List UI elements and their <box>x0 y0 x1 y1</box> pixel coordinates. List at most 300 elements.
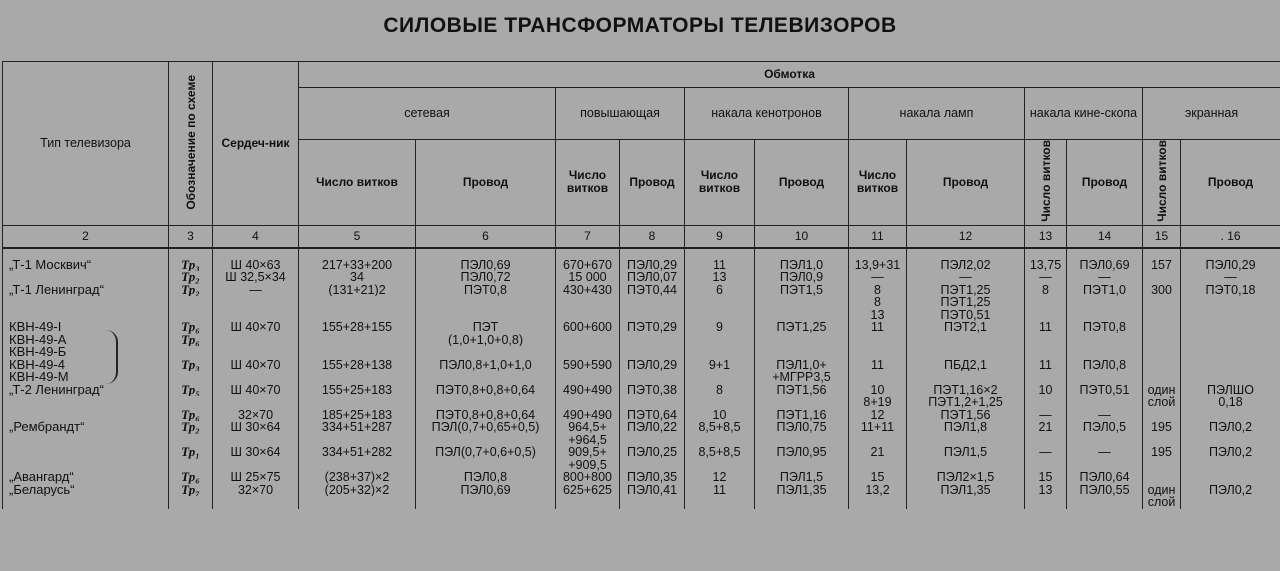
cell-c13: 11 <box>1025 321 1067 334</box>
cell-c12: ПЭТ0,51 <box>907 309 1025 322</box>
cell-des: Тр₅ <box>169 384 213 397</box>
cell-c13: 15 <box>1025 471 1067 484</box>
cell-c6: ПЭТ0,8+0,8+0,64 <box>416 384 556 397</box>
cell-c16 <box>1181 346 1280 359</box>
cell-c14: ПЭЛ0,69 <box>1067 259 1143 272</box>
cell-tv: КВН-49-М <box>3 371 169 384</box>
cell-c12 <box>907 459 1025 472</box>
cell-core <box>213 434 299 447</box>
cell-c8: ПЭЛ0,29 <box>620 359 685 372</box>
cell-c7: 600+600 <box>556 321 620 334</box>
cell-c8 <box>620 371 685 384</box>
cell-des: Тр₆ <box>169 334 213 347</box>
cell-c12: ПЭЛ1,8 <box>907 421 1025 434</box>
cell-c9 <box>685 371 755 384</box>
table-row <box>3 459 1280 472</box>
cell-c16 <box>1181 434 1280 447</box>
cell-c12 <box>907 371 1025 384</box>
header-winding: Обмотка <box>299 62 1280 88</box>
cell-c8 <box>620 346 685 359</box>
cell-c15 <box>1143 459 1181 472</box>
cell-c9 <box>685 296 755 309</box>
cell-c6: ПЭЛ0,8+1,0+1,0 <box>416 359 556 372</box>
cell-c9: 8 <box>685 384 755 397</box>
table-row <box>3 284 1280 297</box>
cell-core <box>213 396 299 409</box>
cell-c6 <box>416 459 556 472</box>
cell-c11: — <box>849 271 907 284</box>
cell-c7: 964,5+ <box>556 421 620 434</box>
col-number: 10 <box>755 225 849 248</box>
col-number: 8 <box>620 225 685 248</box>
cell-c9: 8,5+8,5 <box>685 446 755 459</box>
cell-c5: (238+37)×2 <box>299 471 416 484</box>
table-row <box>3 446 1280 459</box>
cell-des <box>169 434 213 447</box>
table-row <box>3 359 1280 372</box>
cell-c11: 12 <box>849 409 907 422</box>
cell-core: Ш 30×64 <box>213 421 299 434</box>
cell-c15 <box>1143 359 1181 372</box>
cell-c9: 9+1 <box>685 359 755 372</box>
table-row <box>3 434 1280 447</box>
cell-c16: ПЭЛ0,2 <box>1181 421 1280 434</box>
table-row <box>3 496 1280 509</box>
col-number: 14 <box>1067 225 1143 248</box>
cell-c7: 670+670 <box>556 259 620 272</box>
table-row <box>3 296 1280 309</box>
cell-c6: (1,0+1,0+0,8) <box>416 334 556 347</box>
cell-c16 <box>1181 409 1280 422</box>
cell-des <box>169 396 213 409</box>
cell-c7: 490+490 <box>556 409 620 422</box>
table-row <box>3 346 1280 359</box>
cell-c6: ПЭЛ0,72 <box>416 271 556 284</box>
cell-tv <box>3 496 169 509</box>
cell-c5: 155+28+155 <box>299 321 416 334</box>
col-number: 13 <box>1025 225 1067 248</box>
cell-des <box>169 309 213 322</box>
cell-c16: ПЭЛ0,2 <box>1181 484 1280 497</box>
cell-c7: 590+590 <box>556 359 620 372</box>
cell-c8: ПЭЛ0,25 <box>620 446 685 459</box>
cell-c9: 10 <box>685 409 755 422</box>
header-wire-6: Провод <box>416 140 556 226</box>
cell-c8: ПЭЛ0,22 <box>620 421 685 434</box>
cell-c10 <box>755 296 849 309</box>
cell-c10: ПЭЛ0,95 <box>755 446 849 459</box>
cell-c15 <box>1143 434 1181 447</box>
cell-c5: 34 <box>299 271 416 284</box>
cell-c7: 909,5+ <box>556 446 620 459</box>
col-number: . 16 <box>1181 225 1280 248</box>
cell-tv: „Т-1 Ленинград“ <box>3 284 169 297</box>
cell-c12: ПЭЛ1,35 <box>907 484 1025 497</box>
cell-c13 <box>1025 296 1067 309</box>
table-row <box>3 334 1280 347</box>
cell-c15 <box>1143 321 1181 334</box>
cell-c11: 11+11 <box>849 421 907 434</box>
cell-c12: ПЭЛ1,5 <box>907 446 1025 459</box>
cell-c15: один <box>1143 484 1181 497</box>
cell-c10: ПЭЛ1,0+ <box>755 359 849 372</box>
cell-tv <box>3 459 169 472</box>
cell-c11: 11 <box>849 321 907 334</box>
table-row <box>3 309 1280 322</box>
col-number: 9 <box>685 225 755 248</box>
header-turns-15: Число витков <box>1143 140 1181 226</box>
cell-des: Тр₆ <box>169 471 213 484</box>
table-row <box>3 321 1280 334</box>
table-row <box>3 271 1280 284</box>
cell-c15: слой <box>1143 396 1181 409</box>
cell-c13 <box>1025 346 1067 359</box>
cell-c9 <box>685 496 755 509</box>
cell-tv <box>3 309 169 322</box>
cell-c16: ПЭЛ0,29 <box>1181 259 1280 272</box>
cell-c15 <box>1143 296 1181 309</box>
cell-core: — <box>213 284 299 297</box>
cell-c13 <box>1025 371 1067 384</box>
cell-c5: 155+28+138 <box>299 359 416 372</box>
cell-tv: „Рембрандт“ <box>3 421 169 434</box>
cell-des: Тр₇ <box>169 484 213 497</box>
cell-des: Тр₆ <box>169 409 213 422</box>
cell-c12 <box>907 434 1025 447</box>
cell-c12: ПЭТ2,1 <box>907 321 1025 334</box>
cell-c8 <box>620 496 685 509</box>
cell-c13 <box>1025 459 1067 472</box>
cell-c15: слой <box>1143 496 1181 509</box>
cell-tv <box>3 446 169 459</box>
cell-c6 <box>416 396 556 409</box>
cell-c15: 195 <box>1143 446 1181 459</box>
cell-c7 <box>556 346 620 359</box>
cell-c14 <box>1067 334 1143 347</box>
cell-c9 <box>685 396 755 409</box>
header-tv-type: Тип телевизора <box>3 62 169 226</box>
cell-c10: ПЭТ1,5 <box>755 284 849 297</box>
cell-c10 <box>755 334 849 347</box>
header-group-network: сетевая <box>299 88 556 140</box>
cell-c5 <box>299 334 416 347</box>
cell-core: Ш 40×70 <box>213 384 299 397</box>
cell-c16 <box>1181 371 1280 384</box>
cell-c16 <box>1181 471 1280 484</box>
cell-c11 <box>849 459 907 472</box>
table-row <box>3 259 1280 272</box>
cell-c7 <box>556 334 620 347</box>
cell-des: Тр₁ <box>169 446 213 459</box>
cell-c16 <box>1181 321 1280 334</box>
cell-c9: 8,5+8,5 <box>685 421 755 434</box>
cell-c8: ПЭТ0,38 <box>620 384 685 397</box>
cell-c9: 6 <box>685 284 755 297</box>
cell-c10: ПЭТ1,56 <box>755 384 849 397</box>
cell-c13: 13,75 <box>1025 259 1067 272</box>
header-turns-7: Число витков <box>556 140 620 226</box>
cell-c14 <box>1067 371 1143 384</box>
cell-c10: ПЭТ1,25 <box>755 321 849 334</box>
cell-c6: ПЭЛ(0,7+0,65+0,5) <box>416 421 556 434</box>
cell-des: Тр₆ <box>169 321 213 334</box>
header-group-lamps: накала ламп <box>849 88 1025 140</box>
cell-c9 <box>685 434 755 447</box>
cell-c7: 15 000 <box>556 271 620 284</box>
cell-c7 <box>556 309 620 322</box>
cell-c14 <box>1067 434 1143 447</box>
cell-c14 <box>1067 459 1143 472</box>
cell-c14 <box>1067 346 1143 359</box>
cell-c7 <box>556 371 620 384</box>
cell-tv: КВН-49-Б <box>3 346 169 359</box>
cell-c10: ПЭЛ1,35 <box>755 484 849 497</box>
cell-c14 <box>1067 496 1143 509</box>
cell-c9: 11 <box>685 484 755 497</box>
cell-c8: ПЭЛ0,07 <box>620 271 685 284</box>
cell-c12: ПЭТ1,25 <box>907 296 1025 309</box>
header-turns-13: Число витков <box>1025 140 1067 226</box>
cell-c11 <box>849 346 907 359</box>
cell-c5: (205+32)×2 <box>299 484 416 497</box>
cell-core <box>213 334 299 347</box>
cell-c16 <box>1181 296 1280 309</box>
cell-c12 <box>907 496 1025 509</box>
cell-c6: ПЭТ0,8 <box>416 284 556 297</box>
cell-tv: „Т-2 Ленинград“ <box>3 384 169 397</box>
col-number: 3 <box>169 225 213 248</box>
cell-c15 <box>1143 346 1181 359</box>
cell-c9: 9 <box>685 321 755 334</box>
cell-c5 <box>299 459 416 472</box>
cell-c10 <box>755 434 849 447</box>
cell-c15: один <box>1143 384 1181 397</box>
cell-tv: „Т-1 Москвич“ <box>3 259 169 272</box>
col-number: 2 <box>3 225 169 248</box>
cell-c6 <box>416 346 556 359</box>
cell-c7: 800+800 <box>556 471 620 484</box>
cell-c15 <box>1143 471 1181 484</box>
table-row <box>3 396 1280 409</box>
table-body <box>3 248 1280 509</box>
header-wire-10: Провод <box>755 140 849 226</box>
cell-c10: ПЭЛ0,75 <box>755 421 849 434</box>
cell-c15: 157 <box>1143 259 1181 272</box>
cell-c13 <box>1025 496 1067 509</box>
cell-c6 <box>416 496 556 509</box>
cell-c14: ПЭЛ0,5 <box>1067 421 1143 434</box>
cell-c11: 13,9+31 <box>849 259 907 272</box>
header-turns-5: Число витков <box>299 140 416 226</box>
cell-c16: 0,18 <box>1181 396 1280 409</box>
cell-tv: КВН-49-А <box>3 334 169 347</box>
cell-c9: 12 <box>685 471 755 484</box>
cell-c13: 10 <box>1025 384 1067 397</box>
col-number: 7 <box>556 225 620 248</box>
cell-c10: ПЭЛ1,0 <box>755 259 849 272</box>
cell-core: Ш 25×75 <box>213 471 299 484</box>
cell-c16 <box>1181 334 1280 347</box>
cell-des: Тр₂ <box>169 271 213 284</box>
cell-c12 <box>907 346 1025 359</box>
cell-c6 <box>416 309 556 322</box>
cell-c5 <box>299 309 416 322</box>
cell-c15 <box>1143 334 1181 347</box>
cell-c6 <box>416 296 556 309</box>
header-group-screen: экранная <box>1143 88 1280 140</box>
cell-c10 <box>755 346 849 359</box>
cell-des <box>169 459 213 472</box>
cell-c12: — <box>907 271 1025 284</box>
cell-c16: ПЭЛШО <box>1181 384 1280 397</box>
cell-c13: 8 <box>1025 284 1067 297</box>
cell-tv: „Беларусь“ <box>3 484 169 497</box>
cell-c14: — <box>1067 446 1143 459</box>
cell-c13: — <box>1025 446 1067 459</box>
cell-c8 <box>620 396 685 409</box>
cell-c8 <box>620 309 685 322</box>
cell-c10 <box>755 309 849 322</box>
cell-c13 <box>1025 309 1067 322</box>
cell-c6: ПЭТ0,8+0,8+0,64 <box>416 409 556 422</box>
table-row <box>3 471 1280 484</box>
cell-c10 <box>755 396 849 409</box>
cell-c6: ПЭЛ0,69 <box>416 259 556 272</box>
cell-c15 <box>1143 309 1181 322</box>
cell-c12: ПЭТ1,2+1,25 <box>907 396 1025 409</box>
cell-c6: ПЭТ <box>416 321 556 334</box>
cell-c12: ПЭЛ2,02 <box>907 259 1025 272</box>
cell-c12: ПЭТ1,56 <box>907 409 1025 422</box>
cell-c13: 13 <box>1025 484 1067 497</box>
cell-c13 <box>1025 396 1067 409</box>
cell-c8: ПЭЛ0,41 <box>620 484 685 497</box>
cell-c15 <box>1143 271 1181 284</box>
cell-des: Тр₃ <box>169 259 213 272</box>
cell-c15 <box>1143 409 1181 422</box>
col-number: 15 <box>1143 225 1181 248</box>
header-core: Сердеч-ник <box>213 62 299 226</box>
header-wire-12: Провод <box>907 140 1025 226</box>
cell-c11 <box>849 334 907 347</box>
cell-des <box>169 346 213 359</box>
cell-c16 <box>1181 359 1280 372</box>
cell-c8 <box>620 296 685 309</box>
cell-c5: 217+33+200 <box>299 259 416 272</box>
cell-c5 <box>299 396 416 409</box>
cell-c9: 13 <box>685 271 755 284</box>
cell-c16 <box>1181 459 1280 472</box>
cell-c12: ПЭТ1,16×2 <box>907 384 1025 397</box>
cell-core <box>213 496 299 509</box>
cell-c14 <box>1067 309 1143 322</box>
cell-c14: — <box>1067 271 1143 284</box>
cell-c11: 15 <box>849 471 907 484</box>
cell-core: 32×70 <box>213 484 299 497</box>
header-wire-8: Провод <box>620 140 685 226</box>
cell-c14 <box>1067 396 1143 409</box>
cell-c8 <box>620 459 685 472</box>
cell-c11: 8 <box>849 284 907 297</box>
cell-c14: — <box>1067 409 1143 422</box>
header-turns-11: Число витков <box>849 140 907 226</box>
cell-c9 <box>685 309 755 322</box>
cell-c11: 8 <box>849 296 907 309</box>
table-row <box>3 484 1280 497</box>
cell-core: Ш 40×63 <box>213 259 299 272</box>
header-wire-16: Провод <box>1181 140 1280 226</box>
cell-c11: 13,2 <box>849 484 907 497</box>
cell-core <box>213 309 299 322</box>
cell-c6: ПЭЛ0,8 <box>416 471 556 484</box>
cell-c5: 185+25+183 <box>299 409 416 422</box>
col-number: 6 <box>416 225 556 248</box>
cell-c9: 11 <box>685 259 755 272</box>
cell-c5 <box>299 346 416 359</box>
cell-c6 <box>416 434 556 447</box>
cell-c5: 334+51+282 <box>299 446 416 459</box>
cell-des <box>169 496 213 509</box>
cell-tv <box>3 396 169 409</box>
cell-c7: +964,5 <box>556 434 620 447</box>
cell-c9 <box>685 346 755 359</box>
cell-c13: — <box>1025 409 1067 422</box>
cell-c5: 334+51+287 <box>299 421 416 434</box>
table-row <box>3 409 1280 422</box>
cell-c14: ПЭТ0,8 <box>1067 321 1143 334</box>
cell-c5 <box>299 434 416 447</box>
cell-c6 <box>416 371 556 384</box>
cell-des <box>169 296 213 309</box>
cell-c7 <box>556 496 620 509</box>
cell-c15 <box>1143 371 1181 384</box>
cell-c10 <box>755 459 849 472</box>
cell-c11: 13 <box>849 309 907 322</box>
header-group-kenotron: накала кенотронов <box>685 88 849 140</box>
cell-c14: ПЭТ0,51 <box>1067 384 1143 397</box>
cell-c11: 8+19 <box>849 396 907 409</box>
group-brace <box>102 330 118 384</box>
cell-c10 <box>755 496 849 509</box>
cell-c7: 490+490 <box>556 384 620 397</box>
cell-core: Ш 30×64 <box>213 446 299 459</box>
cell-core <box>213 296 299 309</box>
cell-c14: ПЭТ1,0 <box>1067 284 1143 297</box>
cell-des: Тр₂ <box>169 284 213 297</box>
header-wire-14: Провод <box>1067 140 1143 226</box>
cell-c16 <box>1181 309 1280 322</box>
table-row <box>3 371 1280 384</box>
cell-c8: ПЭТ0,29 <box>620 321 685 334</box>
header-turns-9: Число витков <box>685 140 755 226</box>
cell-c14: ПЭЛ0,8 <box>1067 359 1143 372</box>
col-number: 5 <box>299 225 416 248</box>
cell-des: Тр₃ <box>169 359 213 372</box>
cell-c11 <box>849 434 907 447</box>
cell-core <box>213 371 299 384</box>
cell-core <box>213 346 299 359</box>
header-group-kinescope: накала кине-скопа <box>1025 88 1143 140</box>
cell-c8: ПЭТ0,64 <box>620 409 685 422</box>
cell-c15: 300 <box>1143 284 1181 297</box>
cell-c14: ПЭЛ0,64 <box>1067 471 1143 484</box>
cell-tv: КВН-49-І <box>3 321 169 334</box>
cell-core: Ш 40×70 <box>213 321 299 334</box>
cell-tv: „Авангард“ <box>3 471 169 484</box>
cell-c11: 11 <box>849 359 907 372</box>
cell-c10: +МГРР3,5 <box>755 371 849 384</box>
cell-c5 <box>299 371 416 384</box>
